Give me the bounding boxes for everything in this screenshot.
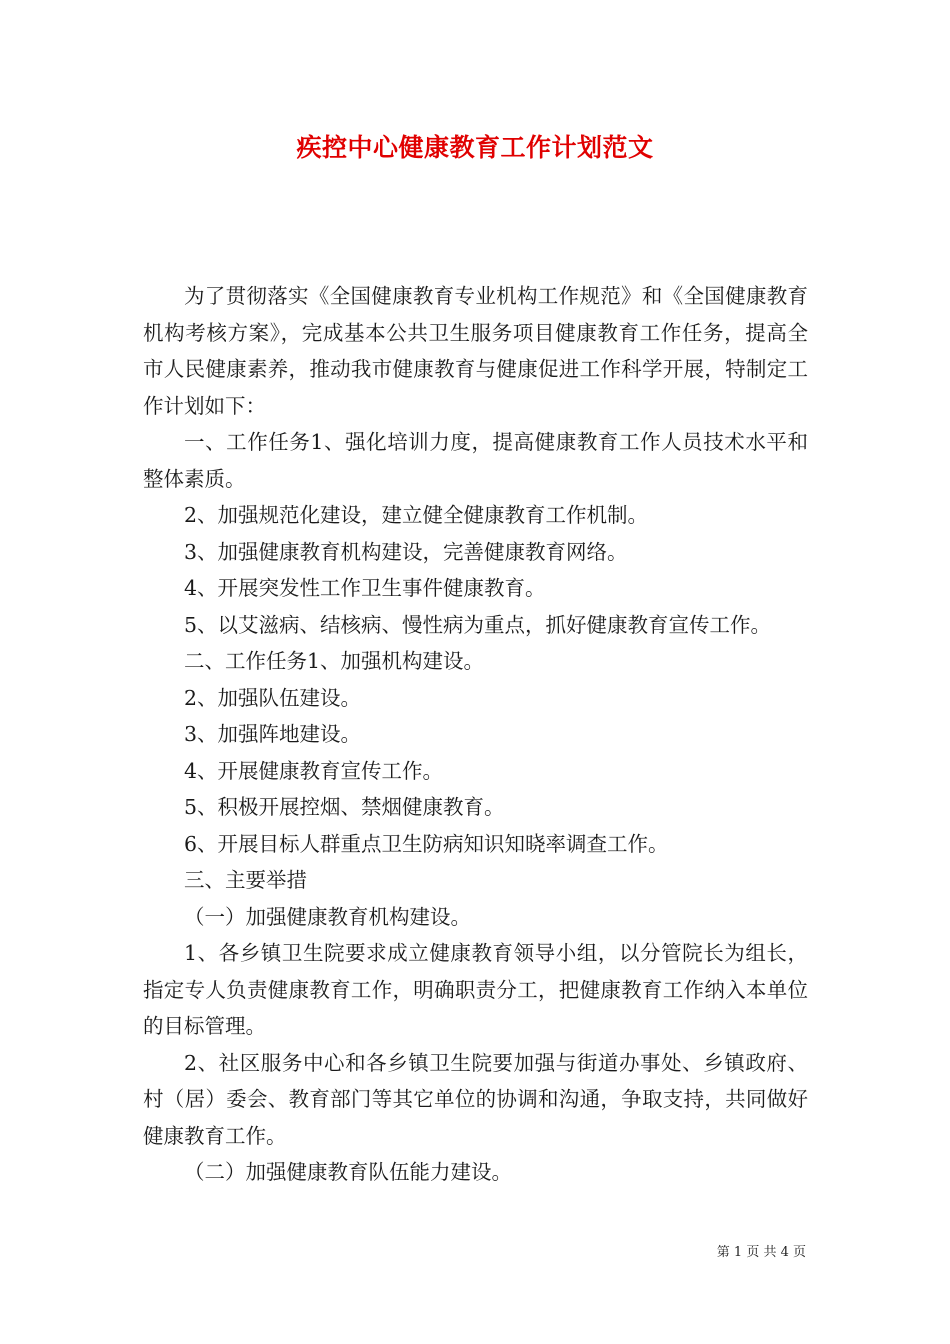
paragraph-task1-item1: 一、工作任务1、强化培训力度，提高健康教育工作人员技术水平和整体素质。 xyxy=(143,430,808,491)
paragraph-task1-item4: 4、开展突发性工作卫生事件健康教育。 xyxy=(184,576,546,600)
paragraph-task2-item1: 二、工作任务1、加强机构建设。 xyxy=(184,649,485,673)
paragraph-task2-item2: 2、加强队伍建设。 xyxy=(184,685,362,710)
document-title: 疾控中心健康教育工作计划范文 xyxy=(296,133,654,162)
paragraph-task2-item6: 6、开展目标人群重点卫生防病知识知晓率调查工作。 xyxy=(184,831,669,856)
paragraph-task1-item2: 2、加强规范化建设，建立健全健康教育工作机制。 xyxy=(184,503,649,527)
paragraph-intro: 为了贯彻落实《全国健康教育专业机构工作规范》和《全国健康教育机构考核方案》，完成基本公共卫生服务项目健康教育工作任务，提高全市人民健康素养，推动我市健康教育与健康促进工作科学开展，特制定工作计划如下： xyxy=(143,284,808,418)
paragraph-task2-item5: 5、积极开展控烟、禁烟健康教育。 xyxy=(184,795,505,819)
paragraph-task1-item5: 5、以艾滋病、结核病、慢性病为重点，抓好健康教育宣传工作。 xyxy=(184,612,772,637)
subsection-heading-1: （一）加强健康教育机构建设。 xyxy=(184,904,471,929)
page-number: 第 1 页 共 4 页 xyxy=(716,1245,806,1260)
paragraph-measure-1: 1、各乡镇卫生院要求成立健康教育领导小组，以分管院长为组长，指定专人负责健康教育工作，明确职责分工，把健康教育工作纳入本单位的目标管理。 xyxy=(143,941,808,1038)
paragraph-task2-item3: 3、加强阵地建设。 xyxy=(184,722,362,746)
document-body xyxy=(143,278,808,1191)
paragraph-task1-item3: 3、加强健康教育机构建设，完善健康教育网络。 xyxy=(184,539,628,564)
subsection-heading-2: （二）加强健康教育队伍能力建设。 xyxy=(184,1160,512,1184)
section-heading-measures: 三、主要举措 xyxy=(184,868,307,892)
paragraph-task2-item4: 4、开展健康教育宣传工作。 xyxy=(184,758,444,783)
paragraph-measure-2: 2、社区服务中心和各乡镇卫生院要加强与街道办事处、乡镇政府、村（居）委会、教育部门等其它单位的协调和沟通，争取支持，共同做好健康教育工作。 xyxy=(143,1050,808,1148)
